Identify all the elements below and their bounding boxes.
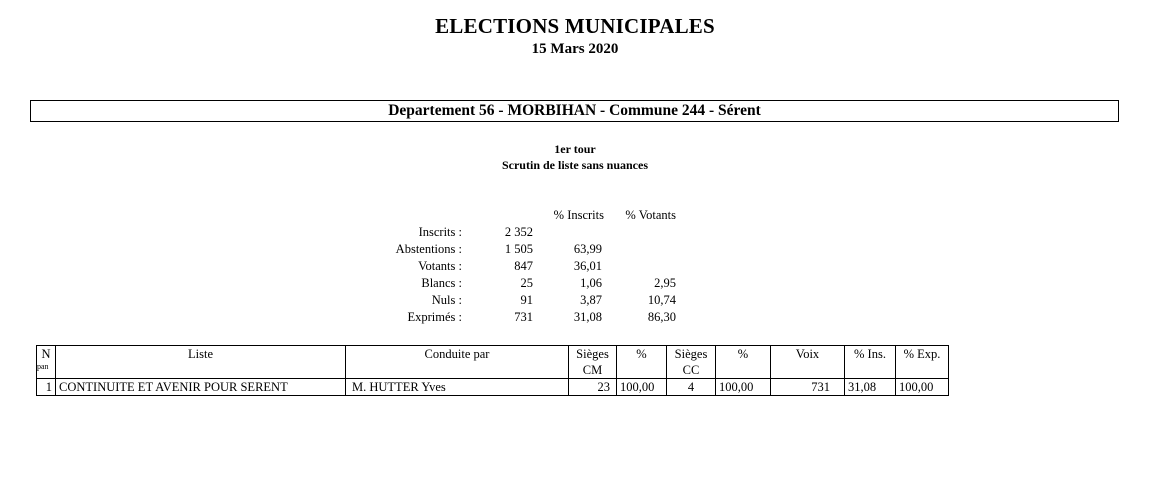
stat-pct-inscrits: 63,99 (573, 242, 602, 256)
col-n-label: N (41, 347, 51, 361)
col-sieges-cm-line1: Sièges (576, 347, 609, 361)
cell-pct-ins: 31,08 (845, 379, 896, 396)
page-title: ELECTIONS MUNICIPALES (435, 14, 715, 38)
col-pct-ins: % Ins. (845, 346, 896, 379)
col-sieges-cm-line2: CM (582, 363, 603, 377)
stat-label: Abstentions : (395, 242, 462, 256)
col-voix: Voix (771, 346, 845, 379)
cell-pct-cc: 100,00 (716, 379, 771, 396)
col-sieges-cc-line2: CC (682, 363, 700, 377)
col-sieges-cm (569, 346, 617, 379)
stat-value: 91 (520, 293, 533, 307)
col-pct-cm: % (617, 346, 667, 379)
col-pct-votants: % Votants (625, 208, 676, 222)
stat-pct-votants: 86,30 (647, 310, 676, 324)
cell-sieges-cc: 4 (667, 379, 716, 396)
col-pct-exp: % Exp. (896, 346, 949, 379)
stat-label: Inscrits : (418, 225, 462, 239)
stat-pct-inscrits: 36,01 (573, 259, 602, 273)
results-header-row (37, 346, 949, 379)
cell-voix: 731 (771, 379, 845, 396)
col-conduite: Conduite par (346, 346, 569, 379)
col-pct-cc: % (716, 346, 771, 379)
stat-pct-inscrits: 31,08 (573, 310, 602, 324)
stat-pct-inscrits: 3,87 (580, 293, 602, 307)
ballot-type: Scrutin de liste sans nuances (501, 158, 649, 172)
col-n-sub: pan (37, 362, 49, 371)
cell-conduite: M. HUTTER Yves (346, 379, 569, 396)
results-table (36, 345, 949, 396)
col-pct-inscrits: % Inscrits (553, 208, 604, 222)
stat-label: Votants : (418, 259, 462, 273)
location-banner: Departement 56 - MORBIHAN - Commune 244 - Sérent (30, 100, 1119, 122)
cell-liste: CONTINUITE ET AVENIR POUR SERENT (56, 379, 346, 396)
col-liste: Liste (56, 346, 346, 379)
cell-n: 1 (37, 379, 56, 396)
stat-label: Exprimés : (407, 310, 462, 324)
stat-pct-votants: 2,95 (654, 276, 676, 290)
col-sieges-cc-line1: Sièges (674, 347, 708, 361)
stat-label: Blancs : (421, 276, 462, 290)
stat-value: 25 (520, 276, 533, 290)
col-n-pan (37, 346, 56, 379)
stat-label: Nuls : (431, 293, 462, 307)
stat-value: 847 (514, 259, 533, 273)
stat-value: 731 (514, 310, 533, 324)
stat-value: 2 352 (504, 225, 533, 239)
cell-pct-exp: 100,00 (896, 379, 949, 396)
stat-pct-inscrits: 1,06 (580, 276, 602, 290)
cell-sieges-cm: 23 (569, 379, 617, 396)
cell-pct-cm: 100,00 (617, 379, 667, 396)
stat-pct-votants: 10,74 (647, 293, 676, 307)
round-label: 1er tour (554, 142, 596, 156)
table-row (37, 379, 949, 396)
election-date: 15 Mars 2020 (531, 41, 619, 57)
stat-value: 1 505 (504, 242, 533, 256)
col-sieges-cc (667, 346, 716, 379)
